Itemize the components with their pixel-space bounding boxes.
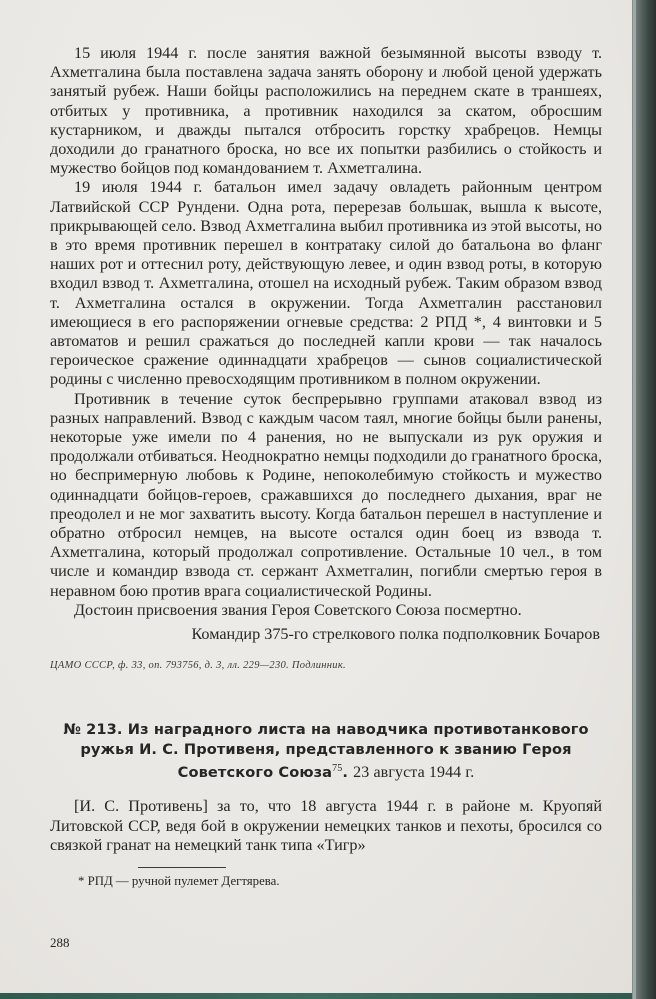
page-content	[50, 44, 602, 889]
paragraph: 15 июля 1944 г. после занятия важной безымянной высоты взводу т. Ахметгалина была поставлена задача занять оборону и любой ценой удержать занятый рубеж. Наши бойцы расположились на переднем скате в траншеях, отбитых у противника, а противник находился за скатом, обросшим кустарником, и дважды пытался отбросить горстку храбрецов. Немцы доходили до гранатного броска, но все их попытки разбились о стойкость и мужество бойцов под командованием т. Ахметгалина.	[50, 44, 602, 178]
document-header	[50, 720, 602, 782]
footnote-reference: 75	[332, 763, 343, 775]
archive-reference: ЦАМО СССР, ф. 33, оп. 793756, д. 3, лл. 229—230. Подлинник.	[50, 660, 346, 672]
book-cover-strip	[0, 993, 632, 999]
document-title: № 213. Из наградного листа на наводчика противотанкового ружья И. С. Противеня, представленного к званию Героя Советского Союза	[63, 721, 589, 781]
paragraph: 19 июля 1944 г. батальон имел задачу овладеть районным центром Латвийской ССР Рундени. Одна рота, перерезав большак, вышла к высоте, прикрывающей село. Взвод Ахметгалина выбил противника из этой высоты, но в это время противник перешел в контратаку силой до батальона во фланг наших рот и оттеснил роту, действующую левее, и один взвод роты, в которую входил взвод т. Ахметгалина, отошел на исходный рубеж. Таким образом взвод т. Ахметгалина остался в окружении. Тогда Ахметгалин расстановил имеющиеся в его распоряжении огневые средства: 2 РПД *, 4 винтовки и 5 автоматов и решил сражаться до последней капли крови — так началось героическое сражение одиннадцати храбрецов — сынов социалистической родины с численно превосходящим противником в полном окружении.	[50, 178, 602, 389]
footnote: * РПД — ручной пулемет Дегтярева.	[78, 873, 280, 888]
signature-line: Командир 375-го стрелкового полка подполковник Бочаров	[191, 625, 600, 644]
paragraph: Противник в течение суток беспрерывно группами атаковал взвод из разных направлений. Взвод с каждым часом таял, многие бойцы были ранены, некоторые уже имели по 4 ранения, но не выпускали из рук оружия и продолжали отбиваться. Неоднократно немцы подходили до гранатного броска, но беспримерную любовь к Родине, непоколебимую стойкость и мужество одиннадцати бойцов-героев, сражавшихся до последнего дыхания, враг не преодолел и не мог захватить высоту. Когда батальон перешел в наступление и обратно отбросил немцев, на высоте остался один боец из взвода т. Ахметгалина, который продолжал сопротивление. Остальные 10 чел., в том числе и командир взвода ст. сержант Ахметгалин, погибли смертью героя в неравном бою против врага социалистической Родины.	[50, 389, 602, 600]
paragraph: [И. С. Противень] за то, что 18 августа 1944 г. в районе м. Круопяй Литовской ССР, ведя бой в окружении немецких танков и пехоты, бросился со связкой гранат на немецкий танк типа «Тигр»	[50, 797, 602, 854]
page-edge-highlight	[633, 0, 636, 999]
adjacent-page-edge	[630, 0, 656, 999]
header-separator: .	[342, 763, 354, 781]
body-text	[50, 44, 602, 620]
document-date: 23 августа 1944 г.	[353, 763, 475, 781]
footnote-divider	[138, 867, 226, 868]
document-body	[50, 797, 602, 855]
page-number: 288	[50, 935, 70, 950]
paragraph: Достоин присвоения звания Героя Советского Союза посмертно.	[74, 600, 522, 619]
